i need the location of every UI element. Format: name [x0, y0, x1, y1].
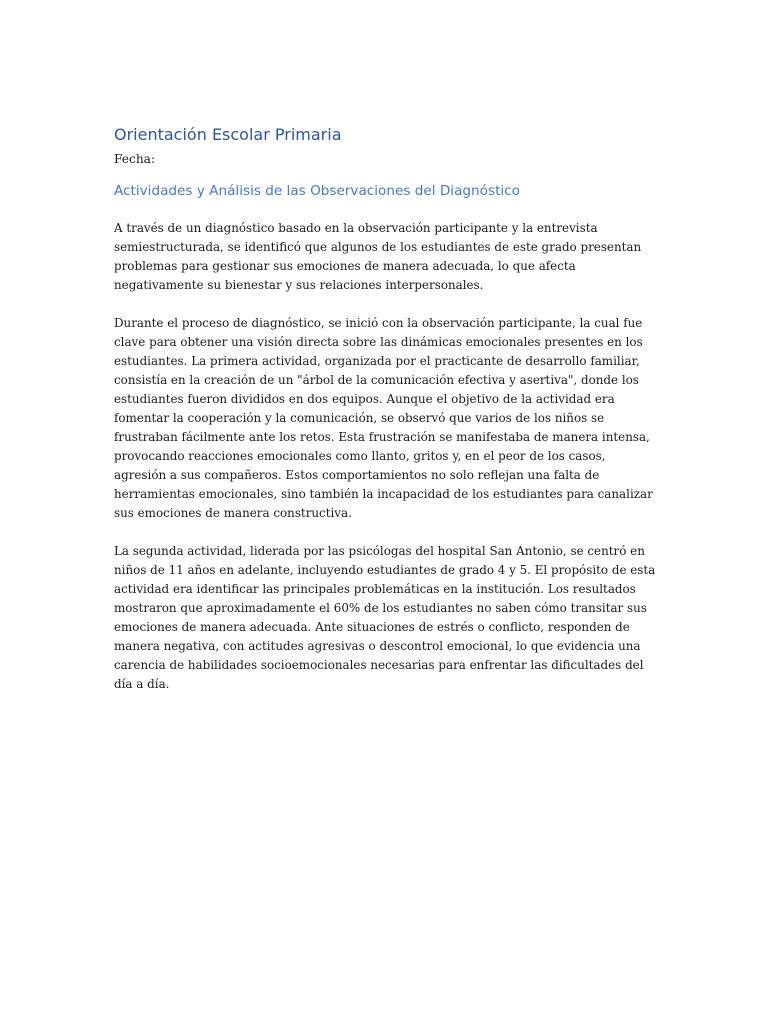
- section-heading: Actividades y Análisis de las Observaciones del Diagnóstico: [114, 183, 520, 199]
- document-body: [114, 124, 659, 694]
- document-title: Orientación Escolar Primaria: [114, 125, 342, 144]
- paragraph-first-activity: Durante el proceso de diagnóstico, se inició con la observación participante, la cual fue clave para obtener una visión directa sobre las dinámicas emocionales presentes en los estudiantes. La primera actividad, organizada por el practicante de desarrollo familiar, consistía en la creación de un "árbol de la comunicación efectiva y asertiva", donde los estudiantes fueron divididos en dos equipos. Aunque el objetivo de la actividad era fomentar la cooperación y la comunicación, se observó que varios de los niños se frustraban fácilmente ante los retos. Esta frustración se manifestaba de manera intensa, provocando reacciones emocionales como llanto, gritos y, en el peor de los casos, agresión a sus compañeros. Estos comportamientos no solo reflejan una falta de herramientas emocionales, sino también la incapacidad de los estudiantes para canalizar sus emociones de manera constructiva.: [114, 316, 653, 520]
- paragraph-second-activity: La segunda actividad, liderada por las psicólogas del hospital San Antonio, se centró en niños de 11 años en adelante, incluyendo estudiantes de grado 4 y 5. El propósito de esta actividad era identificar las principales problemáticas en la institución. Los resultados mostraron que aproximadamente el 60% de los estudiantes no saben cómo transitar sus emociones de manera adecuada. Ante situaciones de estrés o conflicto, responden de manera negativa, con actitudes agresivas o descontrol emocional, lo que evidencia una carencia de habilidades socioemocionales necesarias para enfrentar las dificultades del día a día.: [114, 544, 656, 691]
- paragraph-intro: A través de un diagnóstico basado en la observación participante y la entrevista semiestructurada, se identificó que algunos de los estudiantes de este grado presentan problemas para gestionar sus emociones de manera adecuada, lo que afecta negativamente su bienestar y sus relaciones interpersonales.: [114, 221, 642, 292]
- date-label: Fecha:: [114, 152, 156, 166]
